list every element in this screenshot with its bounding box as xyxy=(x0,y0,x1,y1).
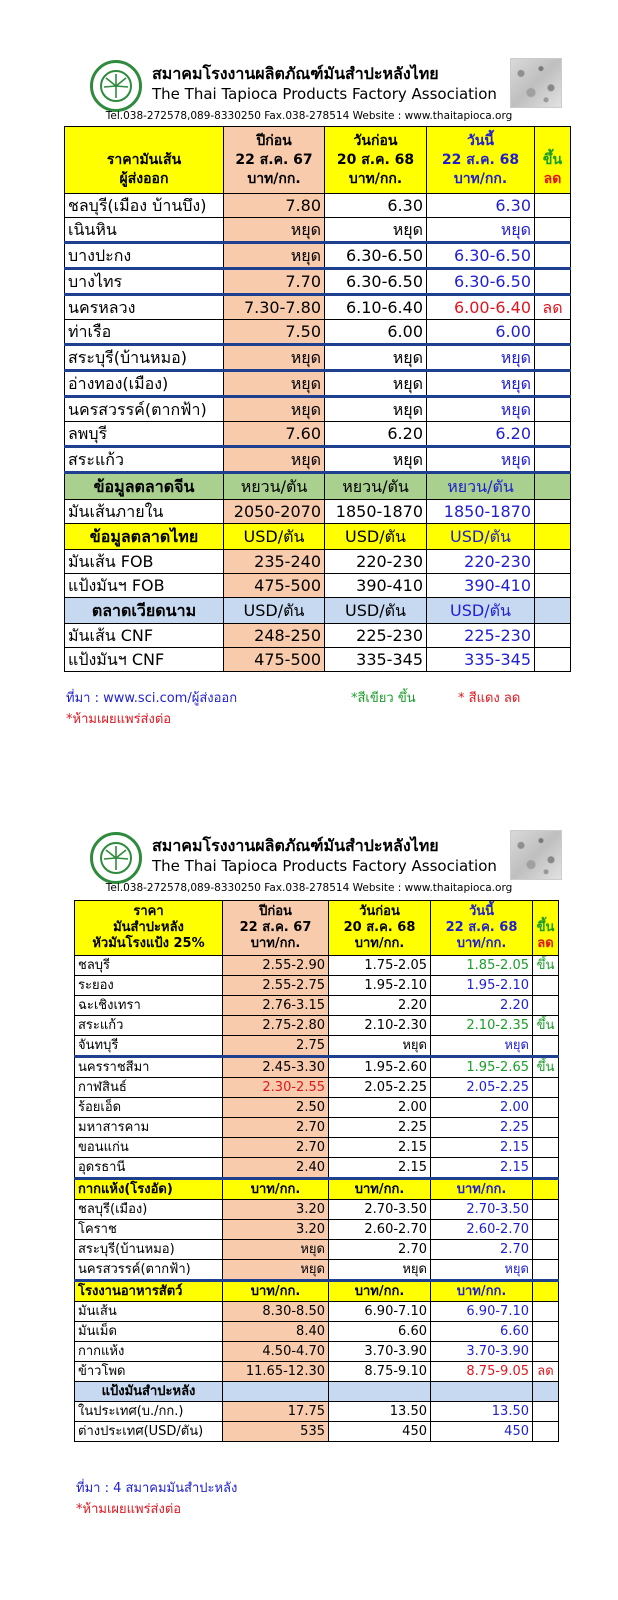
prev-day-value: หยุด xyxy=(325,371,427,397)
change-indicator xyxy=(533,996,559,1016)
prev-day-value: 8.75-9.10 xyxy=(329,1362,431,1382)
table-row xyxy=(75,1342,559,1362)
today-value: หยุด xyxy=(431,1260,533,1281)
change-indicator xyxy=(535,345,571,371)
change-indicator xyxy=(535,243,571,269)
change-indicator xyxy=(535,371,571,397)
row-name: มันเส้น FOB xyxy=(65,550,224,574)
prev-day-value: 6.30 xyxy=(325,194,427,218)
table-row xyxy=(75,1402,559,1422)
table-row xyxy=(65,320,571,345)
table-row xyxy=(65,624,571,648)
prev-year-value: 7.70 xyxy=(224,269,325,295)
section-title: กากแห้ง(โรงอัด) xyxy=(75,1179,223,1200)
prev-year-value: 8.40 xyxy=(223,1322,329,1342)
table-row xyxy=(75,976,559,996)
change-indicator xyxy=(533,976,559,996)
today-value: หยุด xyxy=(427,371,535,397)
prev-day-value: 6.90-7.10 xyxy=(329,1302,431,1322)
prev-day-value: 1850-1870 xyxy=(325,500,427,524)
source-note: ที่มา : 4 สมาคมมันสำปะหลัง xyxy=(76,1481,238,1496)
prev-year-value: หยุด xyxy=(224,218,325,243)
tapioca-plant-icon xyxy=(101,71,131,101)
prev-year-value: 4.50-4.70 xyxy=(223,1342,329,1362)
row-name: ต่างประเทศ(USD/ตัน) xyxy=(75,1422,223,1442)
prev-year-value: 2.75-2.80 xyxy=(223,1016,329,1036)
prev-day-value: 13.50 xyxy=(329,1402,431,1422)
change-indicator xyxy=(533,1240,559,1260)
prev-year-value: 2.40 xyxy=(223,1158,329,1179)
table-row xyxy=(65,648,571,672)
prev-day-value: 390-410 xyxy=(325,574,427,598)
prev-year-value: หยุด xyxy=(224,447,325,473)
change-indicator xyxy=(533,1118,559,1138)
table-row xyxy=(65,345,571,371)
prev-day-value: 6.00 xyxy=(325,320,427,345)
header-change: ขึ้น ลด xyxy=(535,127,571,194)
prev-year-value: หยุด xyxy=(224,345,325,371)
today-value: 2.15 xyxy=(431,1158,533,1179)
change-indicator xyxy=(533,1322,559,1342)
table-row xyxy=(75,996,559,1016)
root-price-table xyxy=(74,900,559,1442)
change-indicator xyxy=(533,1098,559,1118)
table-row xyxy=(75,1057,559,1078)
tapioca-chips-photo xyxy=(510,830,562,880)
header-change: ขึ้น ลด xyxy=(533,901,559,956)
today-value: 8.75-9.05 xyxy=(431,1362,533,1382)
prev-day-value: หยุด xyxy=(329,1260,431,1281)
row-name: โคราช xyxy=(75,1220,223,1240)
table-row xyxy=(65,218,571,243)
table-row xyxy=(75,956,559,976)
prev-day-value: 6.30-6.50 xyxy=(325,243,427,269)
today-value: 6.60 xyxy=(431,1322,533,1342)
contact-info: Tel.038-272578,089-8330250 Fax.038-278514 Website : www.thaitapioca.org xyxy=(105,110,513,122)
prev-year-value: 7.30-7.80 xyxy=(224,295,325,320)
prev-day-value: 1.75-2.05 xyxy=(329,956,431,976)
legend-red: * สีแดง ลด xyxy=(458,691,521,706)
prev-year-value: หยุด xyxy=(224,397,325,422)
row-name: อุดรธานี xyxy=(75,1158,223,1179)
change-indicator xyxy=(535,320,571,345)
prev-year-value: หยุด xyxy=(223,1260,329,1281)
table-row xyxy=(75,1220,559,1240)
prev-year-value: หยุด xyxy=(224,243,325,269)
legend-green: *สีเขียว ขึ้น xyxy=(351,691,416,706)
row-name: มันเส้น CNF xyxy=(65,624,224,648)
change-indicator xyxy=(535,447,571,473)
association-logo xyxy=(90,832,142,884)
today-value: 2.70-3.50 xyxy=(431,1200,533,1220)
section-starch-header xyxy=(75,1382,559,1402)
today-value: 6.00 xyxy=(427,320,535,345)
prev-day-value: 2.70 xyxy=(329,1240,431,1260)
change-indicator xyxy=(533,1078,559,1098)
prev-day-value: 220-230 xyxy=(325,550,427,574)
today-value: 390-410 xyxy=(427,574,535,598)
today-value: หยุด xyxy=(427,447,535,473)
row-name: มันเส้น xyxy=(75,1302,223,1322)
table-row xyxy=(75,1422,559,1442)
prev-day-value: 2.00 xyxy=(329,1098,431,1118)
prev-year-value: 2.50 xyxy=(223,1098,329,1118)
prev-year-value: 11.65-12.30 xyxy=(223,1362,329,1382)
header-prev-year: ปีก่อน 22 ส.ค. 67 บาท/กก. xyxy=(224,127,325,194)
row-name: ท่าเรือ xyxy=(65,320,224,345)
prev-year-value: 7.50 xyxy=(224,320,325,345)
row-name: ขอนแก่น xyxy=(75,1138,223,1158)
prev-day-value: 225-230 xyxy=(325,624,427,648)
prev-year-value: 17.75 xyxy=(223,1402,329,1422)
today-value: 2.70 xyxy=(431,1240,533,1260)
warning-note: *ห้ามเผยแพร่ส่งต่อ xyxy=(76,1502,182,1517)
row-name: สระบุรี(บ้านหมอ) xyxy=(75,1240,223,1260)
prev-year-value: 7.60 xyxy=(224,422,325,447)
table-row xyxy=(65,447,571,473)
table-row xyxy=(75,1260,559,1281)
association-name-en: The Thai Tapioca Products Factory Association xyxy=(152,857,497,875)
change-indicator xyxy=(533,1402,559,1422)
row-name: กาฬสินธ์ xyxy=(75,1078,223,1098)
prev-year-value: หยุด xyxy=(223,1240,329,1260)
prev-day-value: 6.30-6.50 xyxy=(325,269,427,295)
change-indicator xyxy=(535,500,571,524)
table-row xyxy=(75,1362,559,1382)
prev-year-value: 248-250 xyxy=(224,624,325,648)
table-row xyxy=(75,1036,559,1057)
today-value: 220-230 xyxy=(427,550,535,574)
today-value: 2.00 xyxy=(431,1098,533,1118)
prev-year-value: 2.75 xyxy=(223,1036,329,1057)
table-row xyxy=(65,295,571,320)
prev-day-value: 2.70-3.50 xyxy=(329,1200,431,1220)
row-name: เนินหิน xyxy=(65,218,224,243)
association-name-th: สมาคมโรงงานผลิตภัณฑ์มันสำปะหลังไทย xyxy=(152,64,439,83)
today-value: 335-345 xyxy=(427,648,535,672)
association-name-th: สมาคมโรงงานผลิตภัณฑ์มันสำปะหลังไทย xyxy=(152,836,439,855)
contact-info: Tel.038-272578,089-8330250 Fax.038-278514 Website : www.thaitapioca.org xyxy=(105,882,513,894)
today-value: 450 xyxy=(431,1422,533,1442)
tapioca-plant-icon xyxy=(101,843,131,873)
row-name: นครราชสีมา xyxy=(75,1057,223,1078)
header-label: ราคามันเส้น ผู้ส่งออก xyxy=(65,127,224,194)
prev-day-value: 2.25 xyxy=(329,1118,431,1138)
row-name: ชลบุรี(เมือง บ้านบึง) xyxy=(65,194,224,218)
table-row xyxy=(65,269,571,295)
section-china-header: ข้อมูลตลาดจีน หยวน/ตัน หยวน/ตัน หยวน/ตัน xyxy=(65,473,571,500)
change-indicator xyxy=(535,397,571,422)
header-prev-year: ปีก่อน 22 ส.ค. 67 บาท/กก. xyxy=(223,901,329,956)
row-name: แป้งมันฯ CNF xyxy=(65,648,224,672)
row-name: ชลบุรี(เมือง) xyxy=(75,1200,223,1220)
table-row xyxy=(65,397,571,422)
today-value: 2.20 xyxy=(431,996,533,1016)
change-indicator xyxy=(533,1158,559,1179)
change-indicator xyxy=(535,624,571,648)
prev-day-value: หยุด xyxy=(325,447,427,473)
today-value: 13.50 xyxy=(431,1402,533,1422)
change-indicator xyxy=(533,1342,559,1362)
table-row xyxy=(75,1158,559,1179)
change-indicator xyxy=(533,1036,559,1057)
prev-day-value: 1.95-2.60 xyxy=(329,1057,431,1078)
row-name: บางปะกง xyxy=(65,243,224,269)
prev-year-value: 535 xyxy=(223,1422,329,1442)
section-title: ข้อมูลตลาดไทย xyxy=(65,524,224,550)
section-dried-header: กากแห้ง(โรงอัด) บาท/กก. บาท/กก. บาท/กก. xyxy=(75,1179,559,1200)
today-value: 1.95-2.65 xyxy=(431,1057,533,1078)
today-value: 1.95-2.10 xyxy=(431,976,533,996)
prev-year-value: 2.76-3.15 xyxy=(223,996,329,1016)
change-indicator: ลด xyxy=(535,295,571,320)
prev-year-value: 7.80 xyxy=(224,194,325,218)
row-name: ข้าวโพด xyxy=(75,1362,223,1382)
source-note: ที่มา : www.sci.com/ผู้ส่งออก xyxy=(66,691,238,706)
section-title: แป้งมันสำปะหลัง xyxy=(75,1382,223,1402)
prev-year-value: 2.30-2.55 xyxy=(223,1078,329,1098)
section-vietnam-header: ตลาดเวียดนาม USD/ตัน USD/ตัน USD/ตัน xyxy=(65,598,571,624)
today-value: 6.90-7.10 xyxy=(431,1302,533,1322)
prev-day-value: 1.95-2.10 xyxy=(329,976,431,996)
prev-year-value: 2050-2070 xyxy=(224,500,325,524)
prev-day-value: หยุด xyxy=(329,1036,431,1057)
table-row xyxy=(65,194,571,218)
header-today: วันนี้ 22 ส.ค. 68 บาท/กก. xyxy=(427,127,535,194)
table-row xyxy=(75,1016,559,1036)
today-value: หยุด xyxy=(427,397,535,422)
prev-year-value: 8.30-8.50 xyxy=(223,1302,329,1322)
prev-year-value: 2.55-2.75 xyxy=(223,976,329,996)
table-row xyxy=(75,1138,559,1158)
prev-year-value: 2.70 xyxy=(223,1138,329,1158)
row-name: นครสวรรค์(ตากฟ้า) xyxy=(75,1260,223,1281)
table-row xyxy=(75,1078,559,1098)
row-name: มหาสารคาม xyxy=(75,1118,223,1138)
tapioca-chips-photo xyxy=(510,58,562,108)
table-row xyxy=(65,243,571,269)
row-name: ในประเทศ(บ./กก.) xyxy=(75,1402,223,1422)
prev-year-value: 2.45-3.30 xyxy=(223,1057,329,1078)
change-indicator xyxy=(535,648,571,672)
change-indicator xyxy=(535,194,571,218)
change-indicator xyxy=(535,422,571,447)
row-name: สระแก้ว xyxy=(75,1016,223,1036)
section-title: ตลาดเวียดนาม xyxy=(65,598,224,624)
export-price-table xyxy=(64,126,571,672)
association-header xyxy=(0,828,618,894)
row-name: นครหลวง xyxy=(65,295,224,320)
prev-day-value: 450 xyxy=(329,1422,431,1442)
table-row xyxy=(75,1200,559,1220)
prev-day-value: 335-345 xyxy=(325,648,427,672)
association-name-en: The Thai Tapioca Products Factory Association xyxy=(152,85,497,103)
table-row xyxy=(75,1322,559,1342)
prev-day-value: 2.15 xyxy=(329,1158,431,1179)
table-row xyxy=(65,500,571,524)
change-indicator xyxy=(535,269,571,295)
prev-year-value: หยุด xyxy=(224,371,325,397)
row-name: นครสวรรค์(ตากฟ้า) xyxy=(65,397,224,422)
change-indicator xyxy=(533,1200,559,1220)
prev-day-value: 2.20 xyxy=(329,996,431,1016)
row-name: อ่างทอง(เมือง) xyxy=(65,371,224,397)
row-name: สระบุรี(บ้านหมอ) xyxy=(65,345,224,371)
table-row xyxy=(65,422,571,447)
row-name: ฉะเชิงเทรา xyxy=(75,996,223,1016)
today-value: 2.60-2.70 xyxy=(431,1220,533,1240)
prev-day-value: 6.20 xyxy=(325,422,427,447)
today-value: 3.70-3.90 xyxy=(431,1342,533,1362)
section-feed-header: โรงงานอาหารสัตว์ บาท/กก. บาท/กก. บาท/กก. xyxy=(75,1281,559,1302)
today-value: 6.20 xyxy=(427,422,535,447)
change-indicator xyxy=(535,574,571,598)
today-value: 6.30 xyxy=(427,194,535,218)
row-name: มันเส้นภายใน xyxy=(65,500,224,524)
row-name: มันเม็ด xyxy=(75,1322,223,1342)
today-value: 2.25 xyxy=(431,1118,533,1138)
change-indicator: ขึ้น xyxy=(533,1016,559,1036)
row-name: แป้งมันฯ FOB xyxy=(65,574,224,598)
today-value: 6.00-6.40 xyxy=(427,295,535,320)
row-name: ระยอง xyxy=(75,976,223,996)
change-indicator: ลด xyxy=(533,1362,559,1382)
change-indicator xyxy=(535,218,571,243)
header-label: ราคา มันสำปะหลัง หัวมันโรงแป้ง 25% xyxy=(75,901,223,956)
prev-year-value: 475-500 xyxy=(224,574,325,598)
table-row xyxy=(65,550,571,574)
prev-year-value: 2.55-2.90 xyxy=(223,956,329,976)
change-indicator xyxy=(533,1220,559,1240)
change-indicator: ขึ้น xyxy=(533,1057,559,1078)
row-name: ชลบุรี xyxy=(75,956,223,976)
table-row xyxy=(75,1118,559,1138)
table-row xyxy=(75,1098,559,1118)
prev-year-value: 235-240 xyxy=(224,550,325,574)
today-value: 225-230 xyxy=(427,624,535,648)
prev-day-value: หยุด xyxy=(325,218,427,243)
association-header xyxy=(0,56,618,122)
change-indicator xyxy=(535,550,571,574)
today-value: หยุด xyxy=(427,345,535,371)
header-prev-day: วันก่อน 20 ส.ค. 68 บาท/กก. xyxy=(329,901,431,956)
today-value: 2.15 xyxy=(431,1138,533,1158)
section-title: ข้อมูลตลาดจีน xyxy=(65,473,224,500)
row-name: ร้อยเอ็ด xyxy=(75,1098,223,1118)
today-value: 6.30-6.50 xyxy=(427,269,535,295)
row-name: กากแห้ง xyxy=(75,1342,223,1362)
change-indicator xyxy=(533,1422,559,1442)
prev-year-value: 3.20 xyxy=(223,1200,329,1220)
section-thai-header: ข้อมูลตลาดไทย USD/ตัน USD/ตัน USD/ตัน xyxy=(65,524,571,550)
row-name: สระแก้ว xyxy=(65,447,224,473)
section-title: โรงงานอาหารสัตว์ xyxy=(75,1281,223,1302)
warning-note: *ห้ามเผยแพร่ส่งต่อ xyxy=(66,712,172,727)
prev-day-value: 2.60-2.70 xyxy=(329,1220,431,1240)
table-row xyxy=(75,1302,559,1322)
prev-day-value: 2.10-2.30 xyxy=(329,1016,431,1036)
prev-day-value: 2.05-2.25 xyxy=(329,1078,431,1098)
table-header-row xyxy=(65,127,571,194)
today-value: 1.85-2.05 xyxy=(431,956,533,976)
prev-day-value: 6.10-6.40 xyxy=(325,295,427,320)
table-row xyxy=(65,574,571,598)
today-value: 2.10-2.35 xyxy=(431,1016,533,1036)
today-value: หยุด xyxy=(427,218,535,243)
row-name: จันทบุรี xyxy=(75,1036,223,1057)
header-today: วันนี้ 22 ส.ค. 68 บาท/กก. xyxy=(431,901,533,956)
change-indicator xyxy=(533,1302,559,1322)
change-indicator: ขึ้น xyxy=(533,956,559,976)
change-indicator xyxy=(533,1260,559,1281)
prev-day-value: 6.60 xyxy=(329,1322,431,1342)
header-prev-day: วันก่อน 20 ส.ค. 68 บาท/กก. xyxy=(325,127,427,194)
today-value: 1850-1870 xyxy=(427,500,535,524)
prev-day-value: 3.70-3.90 xyxy=(329,1342,431,1362)
prev-year-value: 3.20 xyxy=(223,1220,329,1240)
table-row xyxy=(75,1240,559,1260)
prev-day-value: หยุด xyxy=(325,345,427,371)
prev-year-value: 475-500 xyxy=(224,648,325,672)
today-value: 6.30-6.50 xyxy=(427,243,535,269)
change-indicator xyxy=(533,1138,559,1158)
table-header-row xyxy=(75,901,559,956)
prev-day-value: หยุด xyxy=(325,397,427,422)
association-logo xyxy=(90,60,142,112)
table-row xyxy=(65,371,571,397)
row-name: ลพบุรี xyxy=(65,422,224,447)
prev-day-value: 2.15 xyxy=(329,1138,431,1158)
today-value: หยุด xyxy=(431,1036,533,1057)
today-value: 2.05-2.25 xyxy=(431,1078,533,1098)
prev-year-value: 2.70 xyxy=(223,1118,329,1138)
row-name: บางไทร xyxy=(65,269,224,295)
